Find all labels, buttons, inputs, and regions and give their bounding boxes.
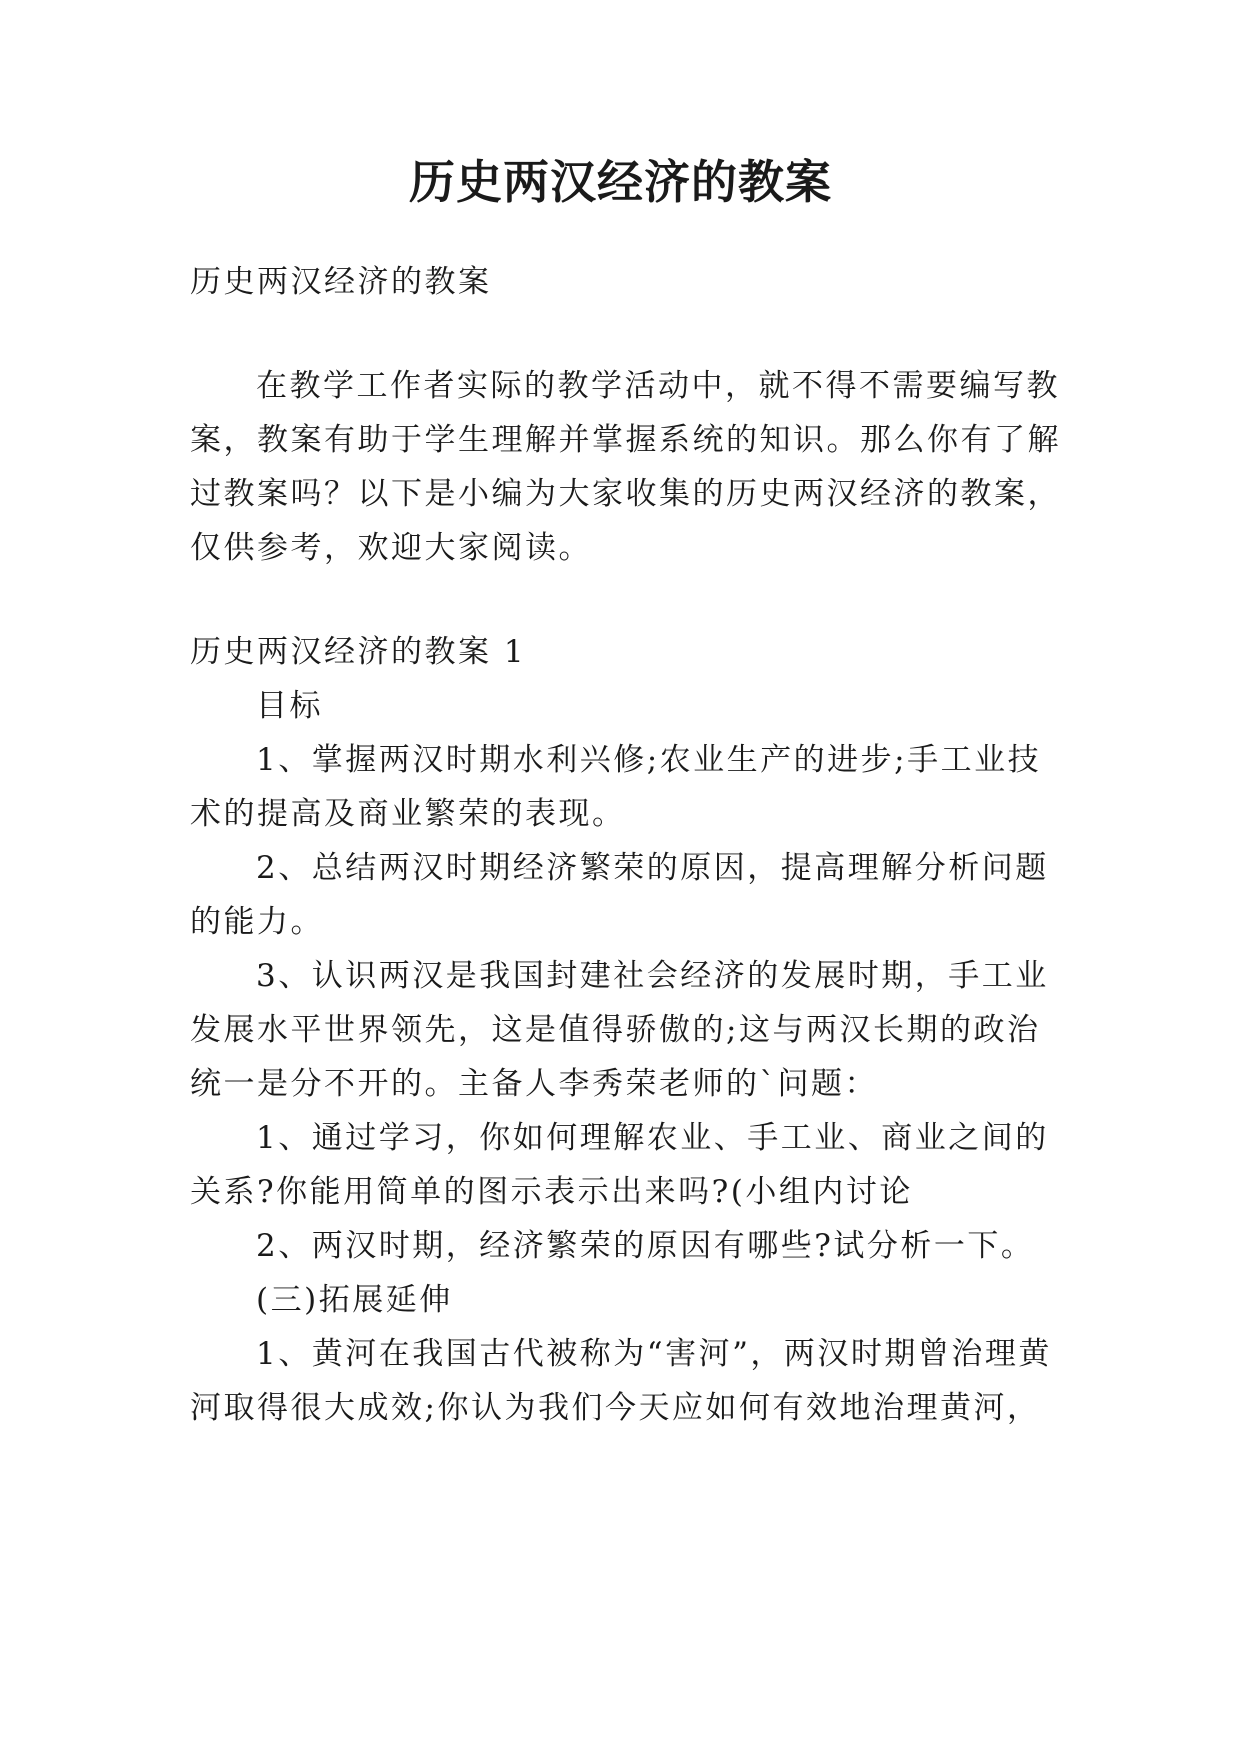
intro-line: 过教案吗？以下是小编为大家收集的历史两汉经济的教案，	[190, 476, 1061, 512]
intro-line: 在教学工作者实际的教学活动中，就不得不需要编写教	[256, 368, 1060, 404]
body-line: 1、黄河在我国古代被称为“害河”，两汉时期曾治理黄	[256, 1336, 1052, 1372]
section-heading: 历史两汉经济的教案 1	[190, 634, 527, 670]
body-line: 统一是分不开的。主备人李秀荣老师的`问题：	[190, 1066, 878, 1102]
body-line: 3、认识两汉是我国封建社会经济的发展时期，手工业	[256, 958, 1049, 994]
document-subtitle: 历史两汉经济的教案	[190, 264, 492, 300]
body-line: 2、总结两汉时期经济繁荣的原因，提高理解分析问题	[256, 850, 1049, 886]
body-line: 目标	[256, 688, 323, 724]
body-line: 2、两汉时期，经济繁荣的原因有哪些?试分析一下。	[256, 1228, 1035, 1264]
body-line: 术的提高及商业繁荣的表现。	[190, 796, 626, 832]
body-line: 河取得很大成效;你认为我们今天应如何有效地治理黄河，	[190, 1390, 1041, 1426]
intro-line: 仅供参考，欢迎大家阅读。	[190, 530, 592, 566]
body-line: 1、通过学习，你如何理解农业、手工业、商业之间的	[256, 1120, 1049, 1156]
body-line: 的能力。	[190, 904, 324, 940]
document-title: 历史两汉经济的教案	[409, 155, 832, 209]
body-line: (三)拓展延伸	[256, 1282, 453, 1318]
intro-line: 案，教案有助于学生理解并掌握系统的知识。那么你有了解	[190, 422, 1061, 458]
body-line: 发展水平世界领先，这是值得骄傲的;这与两汉长期的政治	[190, 1012, 1041, 1048]
body-line: 1、掌握两汉时期水利兴修;农业生产的进步;手工业技	[256, 742, 1042, 778]
body-line: 关系?你能用简单的图示表示出来吗?(小组内讨论	[190, 1174, 913, 1210]
